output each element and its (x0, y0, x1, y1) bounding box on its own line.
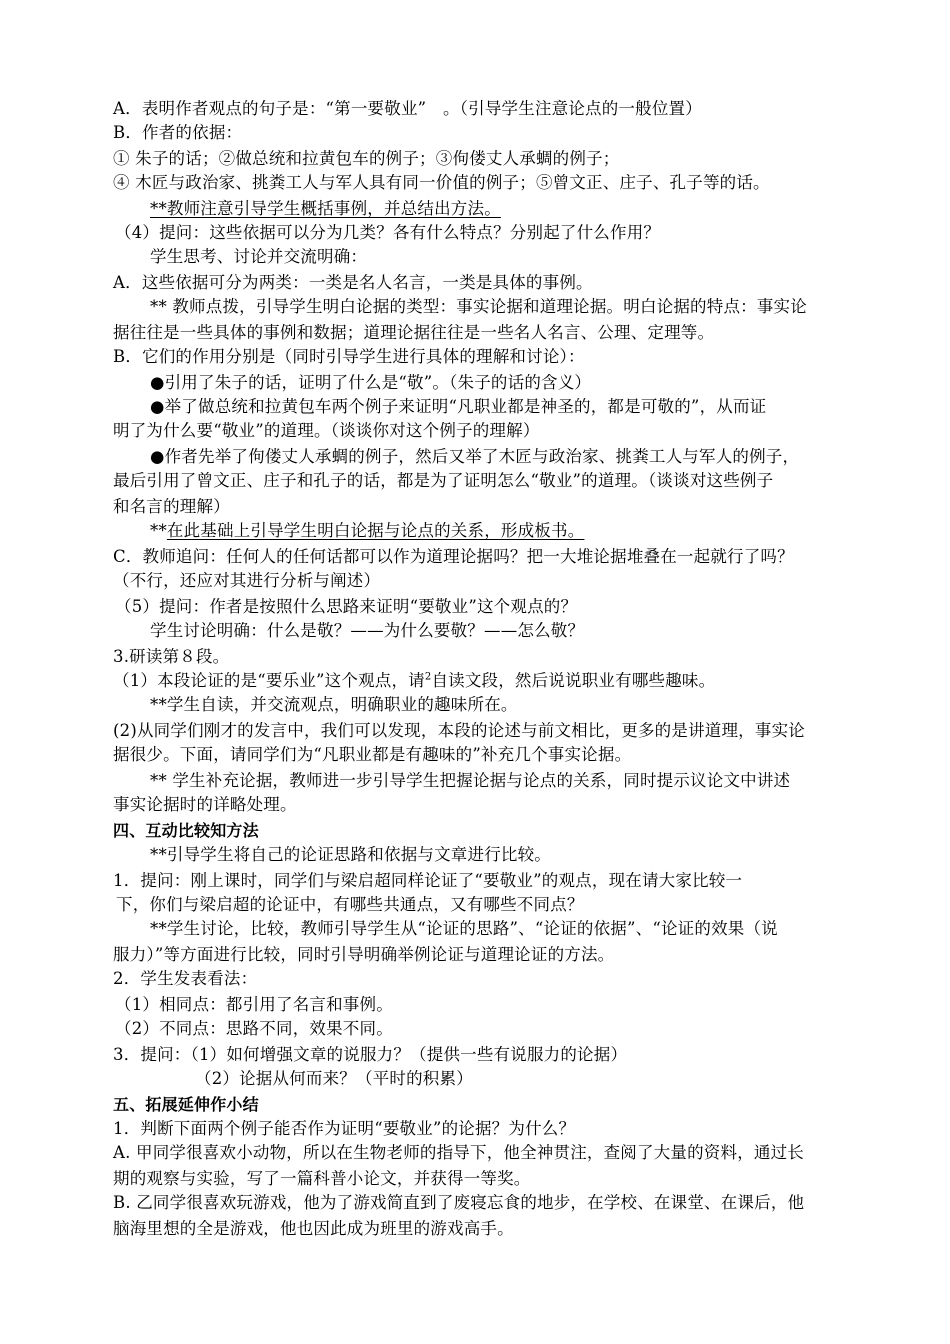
text-line: （5）提问：作者是按照什么思路来证明“要敬业”这个观点的？ (115, 597, 578, 616)
text-line (113, 670, 715, 692)
text-line: 下，你们与梁启超的论证中，有哪些共通点，又有哪些不同点？ (116, 895, 584, 914)
text-line: ** 学生补充论据，教师进一步引导学生把握论据与论点的关系，同时提示议论文中讲述 (150, 771, 791, 790)
text-line: （不行，还应对其进行分析与阐述） (113, 571, 381, 590)
text-line: B．它们的作用分别是（同时引导学生进行具体的理解和讨论）： (113, 347, 585, 366)
text-line: ** 教师点拨，引导学生明白论据的类型：事实论据和道理论据。明白论据的特点：事实论 (150, 297, 807, 316)
line-segment: 自读文段，然后说说职业有哪些趣味。 (431, 671, 716, 690)
section-heading: 四、互动比较知方法 (113, 821, 259, 840)
text-line: **教师注意引导学生概括事例，并总结出方法。 (150, 199, 501, 218)
text-line: **引导学生将自己的论证思路和依据与文章进行比较。 (150, 845, 551, 864)
text-line: 服力）”等方面进行比较，同时引导明确举例论证与道理论证的方法。 (113, 945, 615, 964)
text-line: 学生思考、讨论并交流明确： (150, 247, 368, 266)
text-line: ④ 木匠与政治家、挑粪工人与军人具有同一价值的例子；⑤曾文正、庄子、孔子等的话。 (113, 173, 770, 192)
text-line: （1）相同点：都引用了名言和事例。 (115, 995, 393, 1014)
text-line: A．表明作者观点的句子是：“第一要敬业” 。（引导学生注意论点的一般位置） (113, 99, 702, 118)
text-line: ●作者先举了佝偻丈人承蜩的例子，然后又举了木匠与政治家、挑粪工人与军人的例子， (150, 447, 800, 466)
text-line: A. 甲同学很喜欢小动物，所以在生物老师的指导下，他全神贯注，查阅了大量的资料，通过长 (113, 1143, 805, 1162)
text-line: （2）不同点：思路不同，效果不同。 (115, 1019, 393, 1038)
text-line: B．作者的依据： (113, 123, 243, 142)
text-line: 据很少。下面，请同学们为“凡职业都是有趣味的”补充几个事实论据。 (113, 745, 632, 764)
text-line: 2．学生发表看法： (113, 969, 258, 988)
text-line: 和名言的理解） (113, 497, 230, 516)
text-line: ① 朱子的话；②做总统和拉黄包车的例子；③佝偻丈人承蜩的例子； (113, 149, 620, 168)
text-line: （2）论据从何而来？（平时的积累） (195, 1069, 473, 1088)
text-line: C．教师追问：任何人的任何话都可以作为道理论据吗？把一大堆论据堆叠在一起就行了吗？ (113, 547, 794, 566)
text-line: 学生讨论明确：什么是敬？——为什么要敬？——怎么敬？ (150, 621, 585, 640)
text-line: 据往往是一些具体的事例和数据；道理论据往往是一些名人名言、公理、定理等。 (113, 323, 715, 342)
text-line: B. 乙同学很喜欢玩游戏，他为了游戏简直到了废寝忘食的地步，在学校、在课堂、在课后，他 (113, 1193, 805, 1212)
text-line: (2)从同学们刚才的发言中，我们可以发现，本段的论述与前文相比，更多的是讲道理，事实论 (113, 721, 805, 740)
text-line: （4）提问：这些依据可以分为几类？各有什么特点？分别起了什么作用？ (115, 223, 661, 242)
text-line: 3.研读第８段。 (113, 647, 230, 666)
text-line: 最后引用了曾文正、庄子和孔子的话，都是为了证明怎么“敬业”的道理。（谈谈对这些例子 (113, 471, 774, 490)
double-star-mark: ** (150, 521, 167, 540)
text-line: A．这些依据可分为两类：一类是名人名言，一类是具体的事例。 (113, 273, 593, 292)
text-line: 事实论据时的详略处理。 (113, 795, 297, 814)
underlined-text: 在此基础上引导学生明白论据与论点的关系，形成板书。 (166, 521, 585, 540)
text-line: ●引用了朱子的话，证明了什么是“敬”。（朱子的话的含义） (150, 373, 592, 392)
line-segment: （1）本段论证的是“要乐业”这个观点，请 (113, 671, 425, 690)
superscript: 2 (424, 671, 432, 683)
text-line: **学生讨论，比较，教师引导学生从“论证的思路”、“论证的依据”、“论证的效果（说 (150, 919, 778, 938)
text-line: 1．提问：刚上课时，同学们与梁启超同样论证了“要敬业”的观点，现在请大家比较一 (113, 871, 743, 890)
text-line: 3．提问：（1）如何增强文章的说服力？（提供一些有说服力的论据） (113, 1045, 628, 1064)
text-line: 期的观察与实验，写了一篇科普小论文，并获得一等奖。 (113, 1169, 531, 1188)
text-line: **学生自读，并交流观点，明确职业的趣味所在。 (150, 695, 518, 714)
section-heading: 五、拓展延伸作小结 (113, 1095, 259, 1114)
text-line: ●举了做总统和拉黄包车两个例子来证明“凡职业都是神圣的，都是可敬的”，从而证 (150, 397, 767, 416)
text-line: 明了为什么要“敬业”的道理。（谈谈你对这个例子的理解） (113, 421, 540, 440)
text-line: 脑海里想的全是游戏，他也因此成为班里的游戏高手。 (113, 1219, 514, 1238)
text-line: 1．判断下面两个例子能否作为证明“要敬业”的论据？为什么？ (113, 1119, 576, 1138)
text-line (150, 520, 584, 542)
